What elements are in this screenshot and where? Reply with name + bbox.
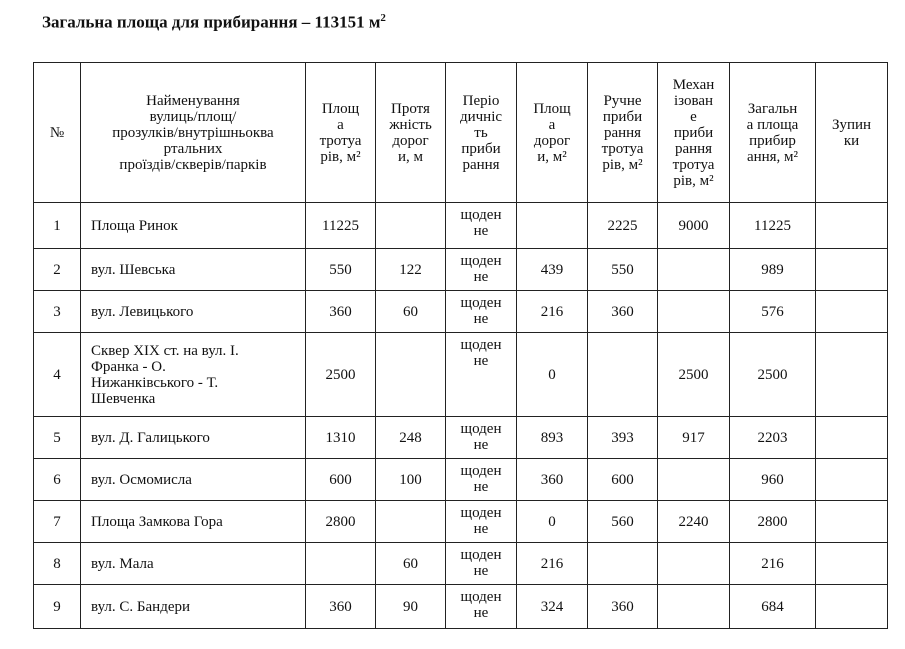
cell-manual-cleaning: 360 (588, 585, 658, 629)
cell-sidewalk-area: 1310 (306, 417, 376, 459)
table-row (34, 249, 888, 291)
cell-road-area: 216 (517, 291, 588, 333)
table-row (34, 333, 888, 417)
cell-cleaning-frequency: щоден не (446, 585, 517, 629)
cell-row-number: 4 (34, 333, 81, 417)
header-frequency: Періо дичніс ть приби рання (446, 63, 517, 203)
cell-sidewalk-area: 550 (306, 249, 376, 291)
cell-total-area: 960 (730, 459, 816, 501)
cell-street-name: вул. Левицького (81, 291, 306, 333)
cell-street-name: вул. Шевська (81, 249, 306, 291)
cell-cleaning-frequency: щоден не (446, 417, 517, 459)
cell-manual-cleaning (588, 333, 658, 417)
table-row (34, 203, 888, 249)
header-sidewalk-area: Площ а тротуа рів, м² (306, 63, 376, 203)
cell-manual-cleaning (588, 543, 658, 585)
cell-stops (816, 459, 888, 501)
header-total-area: Загальн а площа прибир ання, м² (730, 63, 816, 203)
cell-row-number: 6 (34, 459, 81, 501)
cell-street-name: вул. Д. Галицького (81, 417, 306, 459)
cell-row-number: 9 (34, 585, 81, 629)
header-stops: Зупин ки (816, 63, 888, 203)
cell-manual-cleaning: 560 (588, 501, 658, 543)
cell-mechanized-cleaning (658, 585, 730, 629)
cell-road-length: 100 (376, 459, 446, 501)
table-row (34, 459, 888, 501)
cell-stops (816, 501, 888, 543)
cell-sidewalk-area: 360 (306, 291, 376, 333)
cell-road-area: 360 (517, 459, 588, 501)
cell-cleaning-frequency: щоден не (446, 291, 517, 333)
title-superscript: 2 (380, 12, 386, 24)
cell-mechanized-cleaning: 2240 (658, 501, 730, 543)
cell-road-length: 60 (376, 543, 446, 585)
table-row (34, 291, 888, 333)
cell-total-area: 2500 (730, 333, 816, 417)
cell-street-name: вул. Мала (81, 543, 306, 585)
cell-cleaning-frequency: щоден не (446, 249, 517, 291)
cell-road-length: 248 (376, 417, 446, 459)
table-header-row (34, 63, 888, 203)
table-row (34, 501, 888, 543)
cell-street-name: вул. С. Бандери (81, 585, 306, 629)
cell-manual-cleaning: 600 (588, 459, 658, 501)
cell-street-name: Сквер XIX ст. на вул. І. Франка - О. Нижанківського - Т. Шевченка (81, 333, 306, 417)
header-road-length: Протя жність дорог и, м (376, 63, 446, 203)
cell-total-area: 989 (730, 249, 816, 291)
cell-row-number: 3 (34, 291, 81, 333)
cell-stops (816, 585, 888, 629)
cell-mechanized-cleaning (658, 249, 730, 291)
cell-total-area: 2203 (730, 417, 816, 459)
cell-total-area: 684 (730, 585, 816, 629)
header-number: № (34, 63, 81, 203)
cell-stops (816, 249, 888, 291)
cell-road-length (376, 333, 446, 417)
cell-mechanized-cleaning: 2500 (658, 333, 730, 417)
cell-sidewalk-area (306, 543, 376, 585)
cleaning-area-table (33, 62, 888, 629)
cell-sidewalk-area: 11225 (306, 203, 376, 249)
cell-road-length (376, 203, 446, 249)
cell-street-name: вул. Осмомисла (81, 459, 306, 501)
cell-row-number: 7 (34, 501, 81, 543)
cell-road-area: 324 (517, 585, 588, 629)
cell-cleaning-frequency: щоден не (446, 501, 517, 543)
cell-mechanized-cleaning (658, 459, 730, 501)
cell-road-length (376, 501, 446, 543)
cell-row-number: 1 (34, 203, 81, 249)
cell-mechanized-cleaning: 9000 (658, 203, 730, 249)
header-manual-cleaning: Ручне приби рання тротуа рів, м² (588, 63, 658, 203)
cell-road-length: 90 (376, 585, 446, 629)
cell-road-area: 893 (517, 417, 588, 459)
cell-total-area: 2800 (730, 501, 816, 543)
cell-road-length: 60 (376, 291, 446, 333)
cell-cleaning-frequency: щоден не (446, 543, 517, 585)
cell-street-name: Площа Ринок (81, 203, 306, 249)
cell-stops (816, 333, 888, 417)
cell-road-area: 439 (517, 249, 588, 291)
cell-row-number: 5 (34, 417, 81, 459)
cell-stops (816, 543, 888, 585)
cell-street-name: Площа Замкова Гора (81, 501, 306, 543)
cell-mechanized-cleaning (658, 543, 730, 585)
table-row (34, 417, 888, 459)
cell-total-area: 576 (730, 291, 816, 333)
cell-cleaning-frequency: щоден не (446, 333, 517, 417)
cell-row-number: 2 (34, 249, 81, 291)
header-mechanized-cleaning: Механ ізован е приби рання тротуа рів, м² (658, 63, 730, 203)
document-title (42, 12, 386, 33)
cell-manual-cleaning: 550 (588, 249, 658, 291)
cell-total-area: 216 (730, 543, 816, 585)
header-road-area: Площ а дорог и, м² (517, 63, 588, 203)
cell-sidewalk-area: 2500 (306, 333, 376, 417)
cell-stops (816, 203, 888, 249)
cell-sidewalk-area: 2800 (306, 501, 376, 543)
cell-mechanized-cleaning (658, 291, 730, 333)
title-text: Загальна площа для прибирання – 113151 м (42, 12, 381, 32)
cell-stops (816, 291, 888, 333)
cell-road-area: 216 (517, 543, 588, 585)
cell-row-number: 8 (34, 543, 81, 585)
table-row (34, 585, 888, 629)
header-name: Найменування вулиць/площ/ прозулків/внутрішньоква ртальних проїздів/скверів/парків (81, 63, 306, 203)
cell-stops (816, 417, 888, 459)
cell-sidewalk-area: 360 (306, 585, 376, 629)
cell-cleaning-frequency: щоден не (446, 203, 517, 249)
cell-road-area: 0 (517, 501, 588, 543)
cell-road-area (517, 203, 588, 249)
cell-manual-cleaning: 360 (588, 291, 658, 333)
table-row (34, 543, 888, 585)
cell-sidewalk-area: 600 (306, 459, 376, 501)
cell-total-area: 11225 (730, 203, 816, 249)
cell-mechanized-cleaning: 917 (658, 417, 730, 459)
cell-road-length: 122 (376, 249, 446, 291)
cell-road-area: 0 (517, 333, 588, 417)
cell-manual-cleaning: 393 (588, 417, 658, 459)
cell-cleaning-frequency: щоден не (446, 459, 517, 501)
cell-manual-cleaning: 2225 (588, 203, 658, 249)
